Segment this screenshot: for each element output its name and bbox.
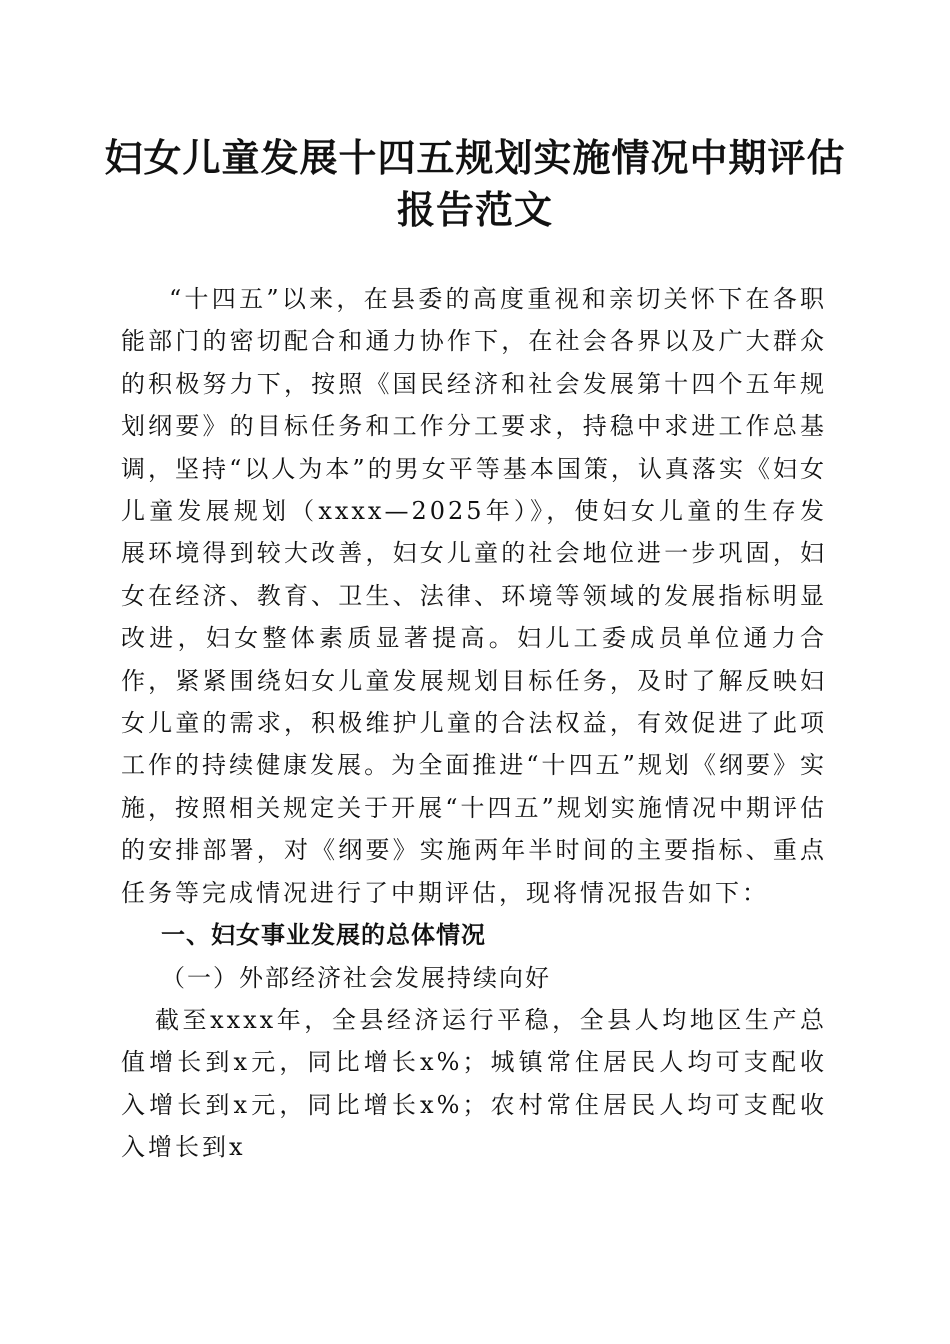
document-body xyxy=(121,278,827,1169)
section-heading: 一、妇女事业发展的总体情况 xyxy=(161,921,486,950)
document-title: 妇女儿童发展十四五规划实施情况中期评估报告范文 xyxy=(104,135,846,232)
subsection-paragraph: 截至xxxx年，全县经济运行平稳，全县人均地区生产总值增长到x元，同比增长x%；城镇常住居民人均可支配收入增长到x元，同比增长x%；农村常住居民人均可支配收入增长到x xyxy=(121,1005,827,1162)
subsection-heading: （一）外部经济社会发展持续向好 xyxy=(161,963,551,992)
intro-paragraph: “十四五”以来，在县委的高度重视和亲切关怀下在各职能部门的密切配合和通力协作下，在社会各界以及广大群众的积极努力下，按照《国民经济和社会发展第十四个五年规划纲要》的目标任务和工作分工要求，持稳中求进工作总基调，坚持“以人为本”的男女平等基本国策，认真落实《妇女儿童发展规划（xxxx—2025年）》，使妇女儿童的生存发展环境得到较大改善，妇女儿童的社会地位进一步巩固，妇女在经济、教育、卫生、法律、环境等领域的发展指标明显改进，妇女整体素质显著提高。妇儿工委成员单位通力合作，紧紧围绕妇女儿童发展规划目标任务，及时了解反映妇女儿童的需求，积极维护儿童的合法权益，有效促进了此项工作的持续健康发展。为全面推进“十四五”规划《纲要》实施，按照相关规定关于开展“十四五”规划实施情况中期评估的安排部署，对《纲要》实施两年半时间的主要指标、重点任务等完成情况进行了中期评估，现将情况报告如下： xyxy=(121,285,827,907)
